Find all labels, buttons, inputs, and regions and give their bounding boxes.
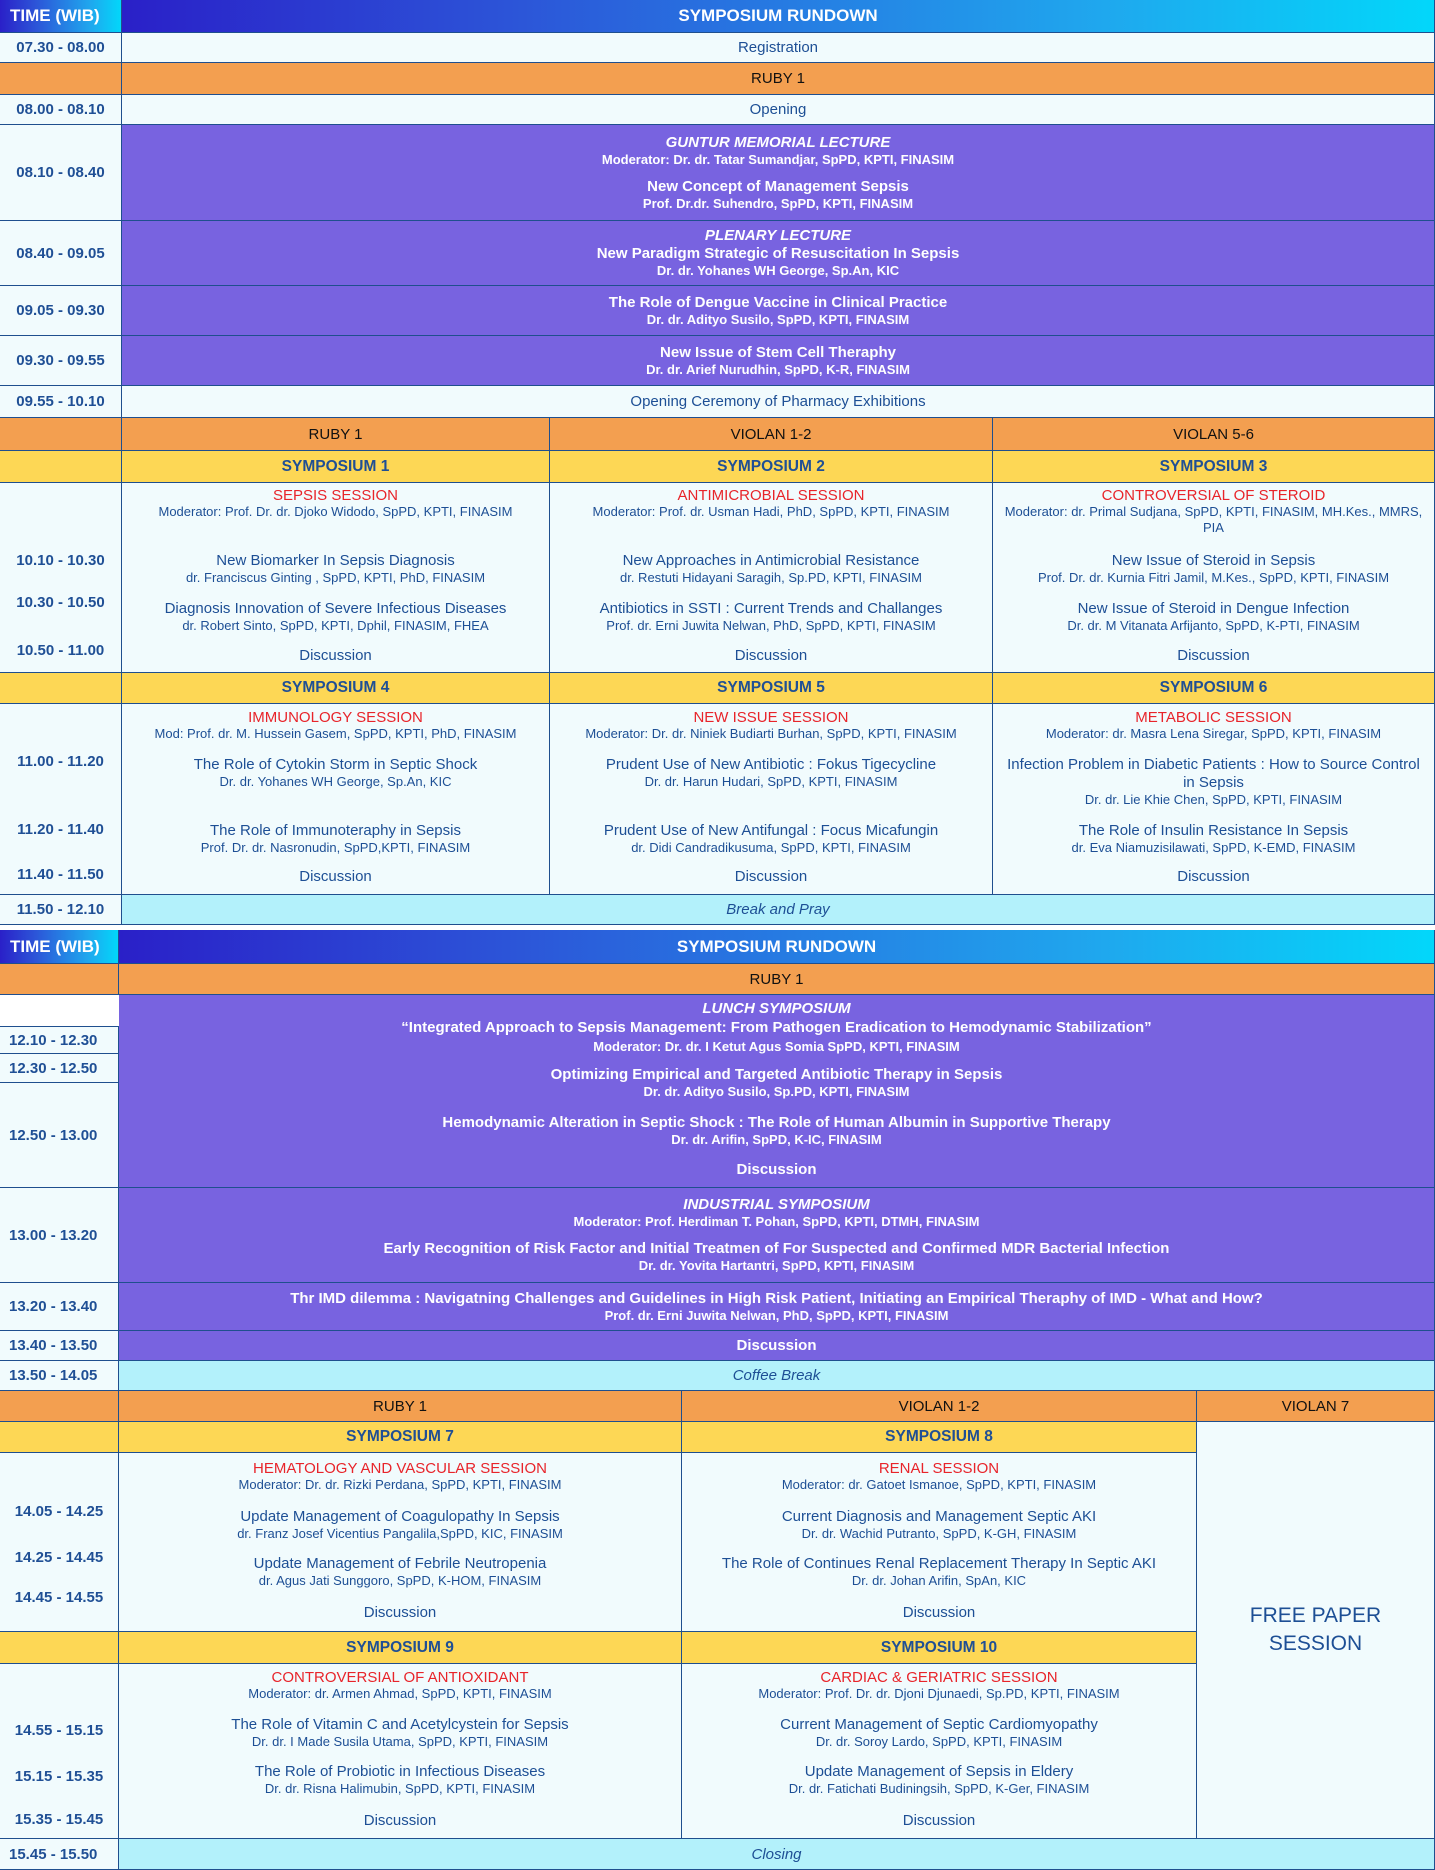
symposium-time-blank (0, 451, 122, 483)
session-name: METABOLIC SESSION (1135, 709, 1292, 726)
time-imd (0, 1283, 119, 1331)
time-label: 14.55 - 15.15 (14, 1722, 104, 1739)
time-label: 11.50 - 12.10 (16, 901, 105, 918)
time-label: 13.40 - 13.50 (9, 1337, 98, 1354)
time-guntur (0, 125, 122, 221)
symposium-6-content (993, 704, 1435, 895)
symposium-label: SYMPOSIUM 5 (717, 679, 825, 696)
speaker: dr. Robert Sinto, SpPD, KPTI, Dphil, FINASIM, FHEA (182, 618, 489, 633)
guntur-lecture (122, 125, 1435, 221)
talk-title: New Issue of Steroid in Dengue Infection (1077, 600, 1350, 617)
room-time-blank (0, 1391, 119, 1422)
symposium-10-content (682, 1664, 1197, 1839)
speaker: dr. Franciscus Ginting , SpPD, KPTI, PhD, FINASIM (185, 570, 486, 585)
closing-row (119, 1839, 1435, 1870)
time-label: 13.00 - 13.20 (9, 1226, 98, 1244)
speaker: Dr. dr. Wachid Putranto, SpPD, K-GH, FINASIM (801, 1526, 1077, 1541)
session-name: RENAL SESSION (878, 1460, 1000, 1477)
room-violan-7 (1197, 1391, 1435, 1422)
lunch-symposium (119, 995, 1435, 1188)
moderator: Moderator: Prof. Dr. dr. Djoni Djunaedi, Sp.PD, KPTI, FINASIM (758, 1686, 1120, 1701)
lecture-heading: INDUSTRIAL SYMPOSIUM (683, 1196, 870, 1213)
symposium-label: SYMPOSIUM 2 (717, 457, 825, 475)
time-coffee (0, 1361, 119, 1391)
room-label: VIOLAN 1-2 (730, 425, 812, 443)
time-break (0, 895, 122, 925)
time-label: 11.40 - 11.50 (17, 866, 104, 883)
symposium-time-blank (0, 1632, 119, 1664)
room-label: RUBY 1 (308, 425, 363, 443)
moderator: Mod: Prof. dr. M. Hussein Gasem, SpPD, KPTI, PhD, FINASIM (154, 726, 517, 741)
room-ruby1 (119, 964, 1435, 995)
symposium-time-blank (0, 1422, 119, 1453)
lunch-times (0, 995, 119, 1188)
stemcell-talk (122, 336, 1435, 386)
time-registration (0, 33, 122, 63)
symposium-10-label (682, 1632, 1197, 1664)
time-label: 15.15 - 15.35 (14, 1768, 104, 1785)
break-label: Break and Pray (726, 901, 830, 918)
discussion-label: Discussion (736, 1337, 817, 1354)
talk-title: Current Diagnosis and Management Septic AKI (781, 1508, 1097, 1525)
symposium-label: SYMPOSIUM 7 (346, 1428, 454, 1445)
block3-times (0, 1453, 119, 1632)
symposium-1-label (122, 451, 550, 483)
speaker: dr. Franz Josef Vicentius Pangalila,SpPD, KIC, FINASIM (237, 1526, 563, 1541)
registration-label: Registration (737, 39, 819, 56)
discussion: Discussion (363, 1812, 437, 1829)
speaker: dr. Eva Niamuzisilawati, SpPD, K-EMD, FINASIM (1071, 840, 1356, 855)
symposium-5-content (550, 704, 993, 895)
symposium-label: SYMPOSIUM 10 (880, 1638, 998, 1656)
talk-title: The Role of Insulin Resistance In Sepsis (1078, 822, 1349, 839)
rundown-title-label: SYMPOSIUM RUNDOWN (676, 936, 877, 956)
time-label: 07.30 - 08.00 (16, 39, 105, 56)
room-time-blank (0, 964, 119, 995)
symposium-9-label (119, 1632, 682, 1664)
speaker: Dr. dr. Harun Hudari, SpPD, KPTI, FINASIM (644, 774, 898, 789)
symposium-2-label (550, 451, 993, 483)
lecture-heading: GUNTUR MEMORIAL LECTURE (665, 133, 891, 151)
speaker: Dr. dr. Yohanes WH George, Sp.An, KIC (656, 263, 900, 278)
room-time-blank (0, 63, 122, 95)
talk-title: The Role of Dengue Vaccine in Clinical Practice (608, 293, 948, 311)
time-label: 15.45 - 15.50 (9, 1845, 98, 1863)
moderator: Moderator: dr. Armen Ahmad, SpPD, KPTI, FINASIM (248, 1686, 552, 1701)
time-label: 12.30 - 12.50 (0, 1054, 119, 1083)
speaker: Dr. dr. Arifin, SpPD, K-IC, FINASIM (671, 1132, 882, 1147)
speaker: Dr. dr. Soroy Lardo, SpPD, KPTI, FINASIM (815, 1734, 1063, 1749)
lecture-heading: PLENARY LECTURE (704, 227, 852, 244)
symposium-label: SYMPOSIUM 4 (281, 679, 390, 696)
moderator: Moderator: Prof. Herdiman T. Pohan, SpPD, KPTI, DTMH, FINASIM (573, 1214, 980, 1229)
time-plenary (0, 221, 122, 286)
talk-title: Thr IMD dilemma : Navigatning Challenges and Guidelines in High Risk Patient, Initiating an Empirical Theraphy of IMD - What and How? (290, 1289, 1263, 1307)
symposium-label: SYMPOSIUM 3 (1159, 457, 1268, 475)
talk-title: New Concept of Management Sepsis (647, 177, 909, 195)
moderator: Moderator: dr. Gatoet Ismanoe, SpPD, KPTI, FINASIM (781, 1477, 1097, 1492)
discussion-row (119, 1331, 1435, 1361)
time-label: 12.10 - 12.30 (0, 1026, 119, 1054)
talk-title: New Issue of Steroid in Sepsis (1111, 552, 1316, 569)
speaker: Dr. dr. Risna Halimubin, SpPD, KPTI, FINASIM (264, 1781, 536, 1796)
time-label: 08.40 - 09.05 (16, 244, 105, 262)
symposium-1-content (122, 483, 550, 673)
discussion: Discussion (734, 868, 808, 885)
symposium-3-content (993, 483, 1435, 673)
symposium-3-label (993, 451, 1435, 483)
discussion: Discussion (363, 1604, 437, 1621)
imd-talk (119, 1283, 1435, 1331)
discussion: Discussion (299, 868, 372, 885)
moderator: Moderator: dr. Masra Lena Siregar, SpPD, KPTI, FINASIM (1045, 726, 1382, 741)
room-violan-1-2 (682, 1391, 1197, 1422)
block2-times (0, 704, 122, 895)
industrial-symposium (119, 1188, 1435, 1283)
session-name: CONTROVERSIAL OF STEROID (1101, 487, 1326, 504)
session-name: NEW ISSUE SESSION (693, 709, 849, 726)
symposium-6-label (993, 673, 1435, 704)
session-name: CONTROVERSIAL OF ANTIOXIDANT (271, 1669, 529, 1686)
room-label: VIOLAN 7 (1281, 1397, 1350, 1415)
ceremony-row (122, 386, 1435, 418)
symposium-9-content (119, 1664, 682, 1839)
room-violan-5-6 (993, 418, 1435, 451)
symposium-8-label (682, 1422, 1197, 1453)
time-ceremony (0, 386, 122, 418)
time-label: 08.10 - 08.40 (16, 164, 105, 181)
ceremony-label: Opening Ceremony of Pharmacy Exhibitions (630, 393, 926, 410)
room-ruby1 (122, 418, 550, 451)
opening-label: Opening (749, 101, 807, 118)
moderator: Moderator: Prof. dr. Usman Hadi, PhD, SpPD, KPTI, FINASIM (592, 504, 950, 519)
speaker: Dr. dr. Lie Khie Chen, SpPD, KPTI, FINASIM (1084, 792, 1343, 807)
talk-title: The Role of Immunoteraphy in Sepsis (210, 822, 461, 839)
discussion: Discussion (1177, 868, 1250, 885)
speaker: Prof. dr. Erni Juwita Nelwan, PhD, SpPD, KPTI, FINASIM (606, 618, 936, 633)
discussion: Discussion (902, 1604, 976, 1621)
time-label: 15.35 - 15.45 (14, 1811, 104, 1828)
symposium-7-content (119, 1453, 682, 1632)
talk-title: Optimizing Empirical and Targeted Antibiotic Therapy in Sepsis (550, 1066, 1003, 1083)
time-label: 09.30 - 09.55 (16, 352, 105, 369)
moderator: Moderator: Dr. dr. Tatar Sumandjar, SpPD, KPTI, FINASIM (601, 151, 955, 167)
time-label: 08.00 - 08.10 (16, 101, 105, 118)
speaker: Dr. dr. Fatichati Budiningsih, SpPD, K-Ger, FINASIM (788, 1781, 1090, 1796)
talk-title: The Role of Vitamin C and Acetylcystein for Sepsis (231, 1716, 569, 1733)
talk-title: The Role of Cytokin Storm in Septic Shock (193, 756, 478, 773)
speaker: Dr. dr. Adityo Susilo, SpPD, KPTI, FINASIM (646, 311, 910, 327)
time-label: 09.55 - 10.10 (16, 393, 105, 410)
rundown-title-label: SYMPOSIUM RUNDOWN (678, 6, 878, 25)
time-header-label: TIME (WIB) (10, 936, 100, 956)
symposium-8-content (682, 1453, 1197, 1632)
time-label: 11.20 - 11.40 (17, 821, 104, 838)
time-closing (0, 1839, 119, 1870)
discussion: Discussion (299, 647, 372, 664)
session-name: CARDIAC & GERIATRIC SESSION (820, 1669, 1058, 1686)
talk-title: Update Management of Sepsis in Eldery (804, 1763, 1074, 1780)
room-label: RUBY 1 (373, 1397, 427, 1415)
room-label: VIOLAN 5-6 (1173, 425, 1254, 443)
room-ruby1 (122, 63, 1435, 95)
time-label: 14.25 - 14.45 (14, 1549, 104, 1566)
time-dengue (0, 286, 122, 336)
room-time-blank (0, 418, 122, 451)
registration-row (122, 33, 1435, 63)
discussion: Discussion (1177, 647, 1250, 664)
discussion: Discussion (736, 1161, 817, 1178)
talk-title: Update Management of Coagulopathy In Sepsis (240, 1508, 560, 1525)
opening-row (122, 95, 1435, 125)
room-ruby1 (119, 1391, 682, 1422)
time-header (0, 0, 122, 33)
moderator: Moderator: Dr. dr. I Ketut Agus Somia SpPD, KPTI, FINASIM (593, 1039, 960, 1054)
block4-times (0, 1664, 119, 1839)
time-stemcell (0, 336, 122, 386)
talk-title: Prudent Use of New Antibiotic : Fokus Tigecycline (605, 756, 937, 773)
discussion: Discussion (734, 647, 808, 664)
time-header-label: TIME (WIB) (10, 6, 100, 25)
symposium-label: SYMPOSIUM 8 (885, 1428, 993, 1445)
moderator: Moderator: Dr. dr. Niniek Budiarti Burhan, SpPD, KPTI, FINASIM (585, 726, 957, 741)
free-paper-label: FREE PAPER SESSION (1249, 1604, 1382, 1655)
symposium-label: SYMPOSIUM 6 (1159, 679, 1268, 696)
talk-title: New Paradigm Strategic of Resuscitation In Sepsis (596, 245, 960, 262)
session-name: SEPSIS SESSION (272, 487, 399, 504)
rundown-title (122, 0, 1435, 33)
talk-title: Prudent Use of New Antifungal : Focus Micafungin (603, 822, 939, 839)
talk-title: New Issue of Stem Cell Theraphy (660, 343, 896, 361)
talk-title: Infection Problem in Diabetic Patients : How to Source Control in Sepsis (1007, 756, 1420, 791)
symposium-2-content (550, 483, 993, 673)
talk-title: Antibiotics in SSTI : Current Trends and Challanges (599, 600, 943, 617)
time-label: 12.50 - 13.00 (0, 1083, 119, 1187)
speaker: Prof. dr. Erni Juwita Nelwan, PhD, SpPD, KPTI, FINASIM (604, 1307, 949, 1323)
speaker: Dr. dr. Yohanes WH George, Sp.An, KIC (219, 774, 452, 789)
moderator: Moderator: dr. Primal Sudjana, SpPD, KPTI, FINASIM, MH.Kes., MMRS, PIA (1004, 504, 1423, 535)
coffee-break-label: Coffee Break (732, 1367, 821, 1384)
talk-title: New Approaches in Antimicrobial Resistance (622, 552, 920, 569)
closing-label: Closing (751, 1845, 802, 1863)
speaker: Prof. Dr. dr. Kurnia Fitri Jamil, M.Kes., SpPD, KPTI, FINASIM (1037, 570, 1390, 585)
session-name: ANTIMICROBIAL SESSION (677, 487, 865, 504)
dengue-talk (122, 286, 1435, 336)
symposium-time-blank (0, 673, 122, 704)
talk-title: Current Management of Septic Cardiomyopathy (780, 1716, 1098, 1733)
talk-title: Diagnosis Innovation of Severe Infectious Diseases (164, 600, 507, 617)
symposium-label: SYMPOSIUM 1 (281, 457, 390, 475)
symposium-4-content (122, 704, 550, 895)
time-discussion (0, 1331, 119, 1361)
speaker: Prof. Dr.dr. Suhendro, SpPD, KPTI, FINASIM (642, 195, 914, 211)
discussion: Discussion (902, 1812, 976, 1829)
speaker: dr. Restuti Hidayani Saragih, Sp.PD, KPTI, FINASIM (619, 570, 922, 585)
room-violan-1-2 (550, 418, 993, 451)
symposium-label: SYMPOSIUM 9 (346, 1638, 454, 1656)
time-label: 10.30 - 10.50 (16, 594, 105, 611)
speaker: Prof. Dr. dr. Nasronudin, SpPD,KPTI, FINASIM (200, 840, 471, 855)
moderator: Moderator: Prof. Dr. dr. Djoko Widodo, SpPD, KPTI, FINASIM (158, 504, 513, 519)
time-label: 13.20 - 13.40 (9, 1298, 98, 1315)
time-label: 11.00 - 11.20 (17, 753, 104, 770)
talk-title: The Role of Probiotic in Infectious Diseases (254, 1763, 546, 1780)
session-name: HEMATOLOGY AND VASCULAR SESSION (253, 1460, 547, 1477)
talk-title: New Biomarker In Sepsis Diagnosis (216, 552, 455, 569)
time-header (0, 930, 119, 964)
time-label: 14.05 - 14.25 (14, 1503, 104, 1520)
speaker: Dr. dr. Johan Arifin, SpAn, KIC (851, 1573, 1027, 1588)
speaker: dr. Didi Candradikusuma, SpPD, KPTI, FINASIM (631, 840, 911, 855)
speaker: Dr. dr. Yovita Hartantri, SpPD, KPTI, FINASIM (638, 1258, 915, 1273)
time-label: 13.50 - 14.05 (9, 1367, 98, 1384)
symposium-7-label (119, 1422, 682, 1453)
time-label: 10.50 - 11.00 (16, 642, 105, 659)
speaker: Dr. dr. M Vitanata Arfijanto, SpPD, K-PTI, FINASIM (1067, 618, 1360, 633)
rundown-title (119, 930, 1435, 964)
time-label: 10.10 - 10.30 (16, 552, 105, 569)
break-row (122, 895, 1435, 925)
talk-title: The Role of Continues Renal Replacement Therapy In Septic AKI (721, 1555, 1157, 1572)
lunch-subtitle: “Integrated Approach to Sepsis Management: From Pathogen Eradication to Hemodynamic Stabilization” (401, 1019, 1152, 1036)
speaker: Dr. dr. Arief Nurudhin, SpPD, K-R, FINASIM (646, 361, 910, 377)
time-industrial (0, 1188, 119, 1283)
talk-title: Hemodynamic Alteration in Septic Shock : The Role of Human Albumin in Supportive Therapy (442, 1114, 1111, 1131)
time-label: 09.05 - 09.30 (16, 302, 105, 319)
talk-title: Update Management of Febrile Neutropenia (253, 1555, 547, 1572)
free-paper-session (1197, 1422, 1435, 1839)
room-label: RUBY 1 (751, 70, 805, 87)
session-name: IMMUNOLOGY SESSION (248, 709, 423, 726)
coffee-break-row (119, 1361, 1435, 1391)
speaker: dr. Agus Jati Sunggoro, SpPD, K-HOM, FINASIM (258, 1573, 542, 1588)
moderator: Moderator: Dr. dr. Rizki Perdana, SpPD, KPTI, FINASIM (238, 1477, 562, 1492)
plenary-lecture (122, 221, 1435, 286)
speaker: Dr. dr. Adityo Susilo, Sp.PD, KPTI, FINASIM (643, 1084, 910, 1099)
lecture-heading: LUNCH SYMPOSIUM (702, 1000, 851, 1017)
symposium-4-label (122, 673, 550, 704)
room-label: VIOLAN 1-2 (898, 1397, 980, 1415)
symposium-5-label (550, 673, 993, 704)
room-label: RUBY 1 (749, 970, 804, 988)
block1-times (0, 483, 122, 673)
talk-title: Early Recognition of Risk Factor and Initial Treatmen of For Suspected and Confirmed MDR Bacterial Infection (383, 1240, 1170, 1257)
time-opening (0, 95, 122, 125)
time-label: 14.45 - 14.55 (14, 1589, 104, 1606)
speaker: Dr. dr. I Made Susila Utama, SpPD, KPTI, FINASIM (251, 1734, 549, 1749)
